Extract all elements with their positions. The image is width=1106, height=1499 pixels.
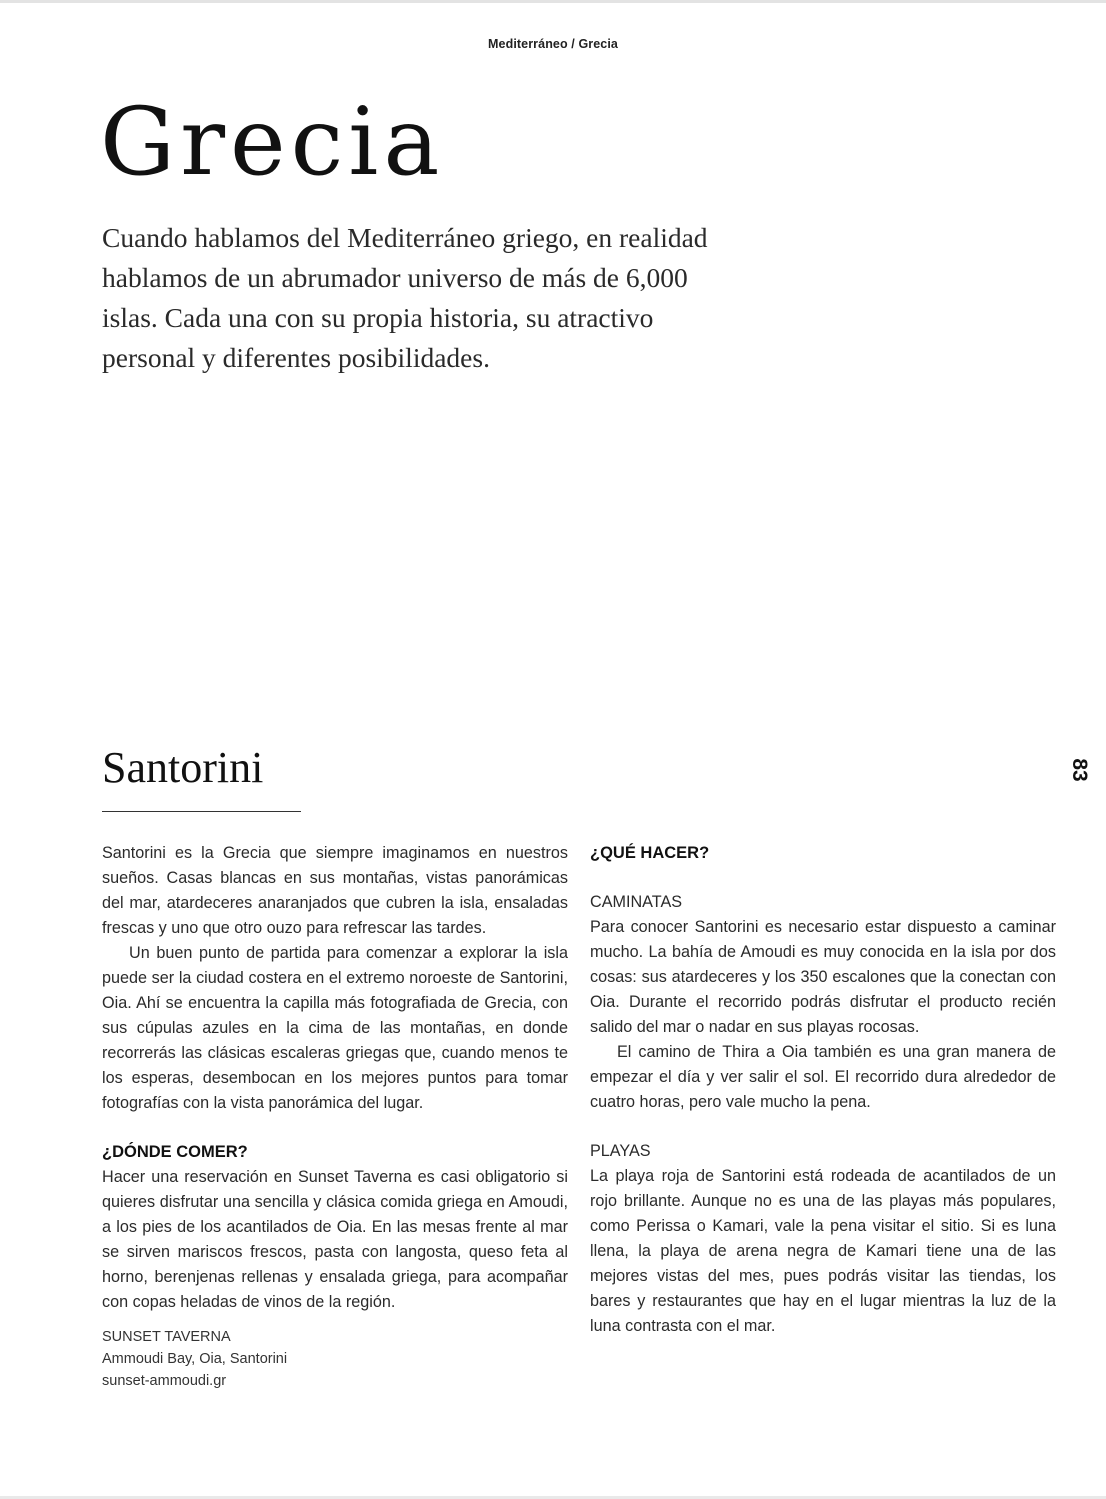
contact-website: sunset-ammoudi.gr — [102, 1373, 227, 1389]
intro-line: personal y diferentes posibilidades. — [102, 342, 490, 373]
spacer — [590, 866, 1056, 890]
top-border — [0, 0, 1106, 3]
intro-paragraph: Santorini es la Grecia que siempre imaginamos en nuestros sueños. Casas blancas en sus montañas, vistas panorámicas del mar, atardeceres anaranjados que cubren la isla, ensaladas frescas y uno que otro ouzo para refrescar las tardes. — [102, 844, 568, 937]
left-column — [102, 841, 568, 1392]
contact-name: SUNSET TAVERNA — [102, 1329, 231, 1345]
heading-rule — [102, 811, 301, 812]
contact-address: Ammoudi Bay, Oia, Santorini — [102, 1351, 288, 1367]
page-title: Grecia — [100, 88, 445, 197]
where-to-eat-text: Hacer una reservación en Sunset Taverna es casi obligatorio si quieres disfrutar una sencilla y clásica comida griega en Amoudi, a los pies de los acantilados de Oia. En las mesas frente al mar se sirven mariscos frescos, pasta con langosta, queso feta al horno, berenjenas rellenas y ensalada griega, para acompañar con copas heladas de vinos de la región. — [102, 1168, 568, 1311]
intro-line: islas. Cada una con su propia historia, su atractivo — [102, 302, 654, 333]
walks-heading: CAMINATAS — [590, 893, 683, 911]
section-breadcrumb: Mediterráneo / Grecia — [488, 37, 618, 51]
walks-paragraph: Para conocer Santorini es necesario estar dispuesto a caminar mucho. La bahía de Amoudi es muy conocida en la isla por dos cosas: sus atardeceres y los 350 escalones que la conectan con Oia. Durante el recorrido podrás disfrutar el producto recién salido del mar o nadar en sus playas rocosas. — [590, 918, 1056, 1036]
intro-line: hablamos de un abrumador universo de más de 6,000 — [102, 262, 688, 293]
article-heading: Santorini — [102, 743, 264, 792]
intro-line: Cuando hablamos del Mediterráneo griego, en realidad — [102, 222, 708, 253]
beaches-paragraph: La playa roja de Santorini está rodeada de acantilados de un rojo brillante. Aunque no es una de las playas más populares, como Perissa o Kamari, vale la pena visitar el sitio. Si es luna llena, la playa de arena negra de Kamari tiene una de las mejores vistas del mes, pues podrás visitar las tiendas, los bares y restaurantes que hay en el lugar mientras la luz de la luna contrasta con el mar. — [590, 1167, 1056, 1335]
spacer — [590, 1115, 1056, 1139]
what-to-do-heading: ¿QUÉ HACER? — [590, 844, 710, 862]
right-column — [590, 841, 1056, 1339]
page-number: 83 — [1068, 758, 1091, 782]
spacer — [102, 1315, 568, 1326]
where-to-eat-heading: ¿DÓNDE COMER? — [102, 1143, 248, 1161]
thira-paragraph: El camino de Thira a Oia también es una gran manera de empezar el día y ver salir el sol. El recorrido dura alrededor de cuatro horas, pero vale mucho la pena. — [590, 1043, 1056, 1111]
beaches-heading: PLAYAS — [590, 1142, 651, 1160]
oia-paragraph: Un buen punto de partida para comenzar a explorar la isla puede ser la ciudad costera en el extremo noroeste de Santorini, Oia. Ahí se encuentra la capilla más fotografiada de Grecia, con sus cúpulas azules en la cima de las montañas, en donde recorrerás las clásicas escaleras griegas que, cuando menos te los esperas, desembocan en los mejores puntos para tomar fotografías con la vista panorámica del lugar. — [102, 944, 568, 1112]
spacer — [102, 1116, 568, 1140]
intro-lead — [102, 218, 802, 378]
